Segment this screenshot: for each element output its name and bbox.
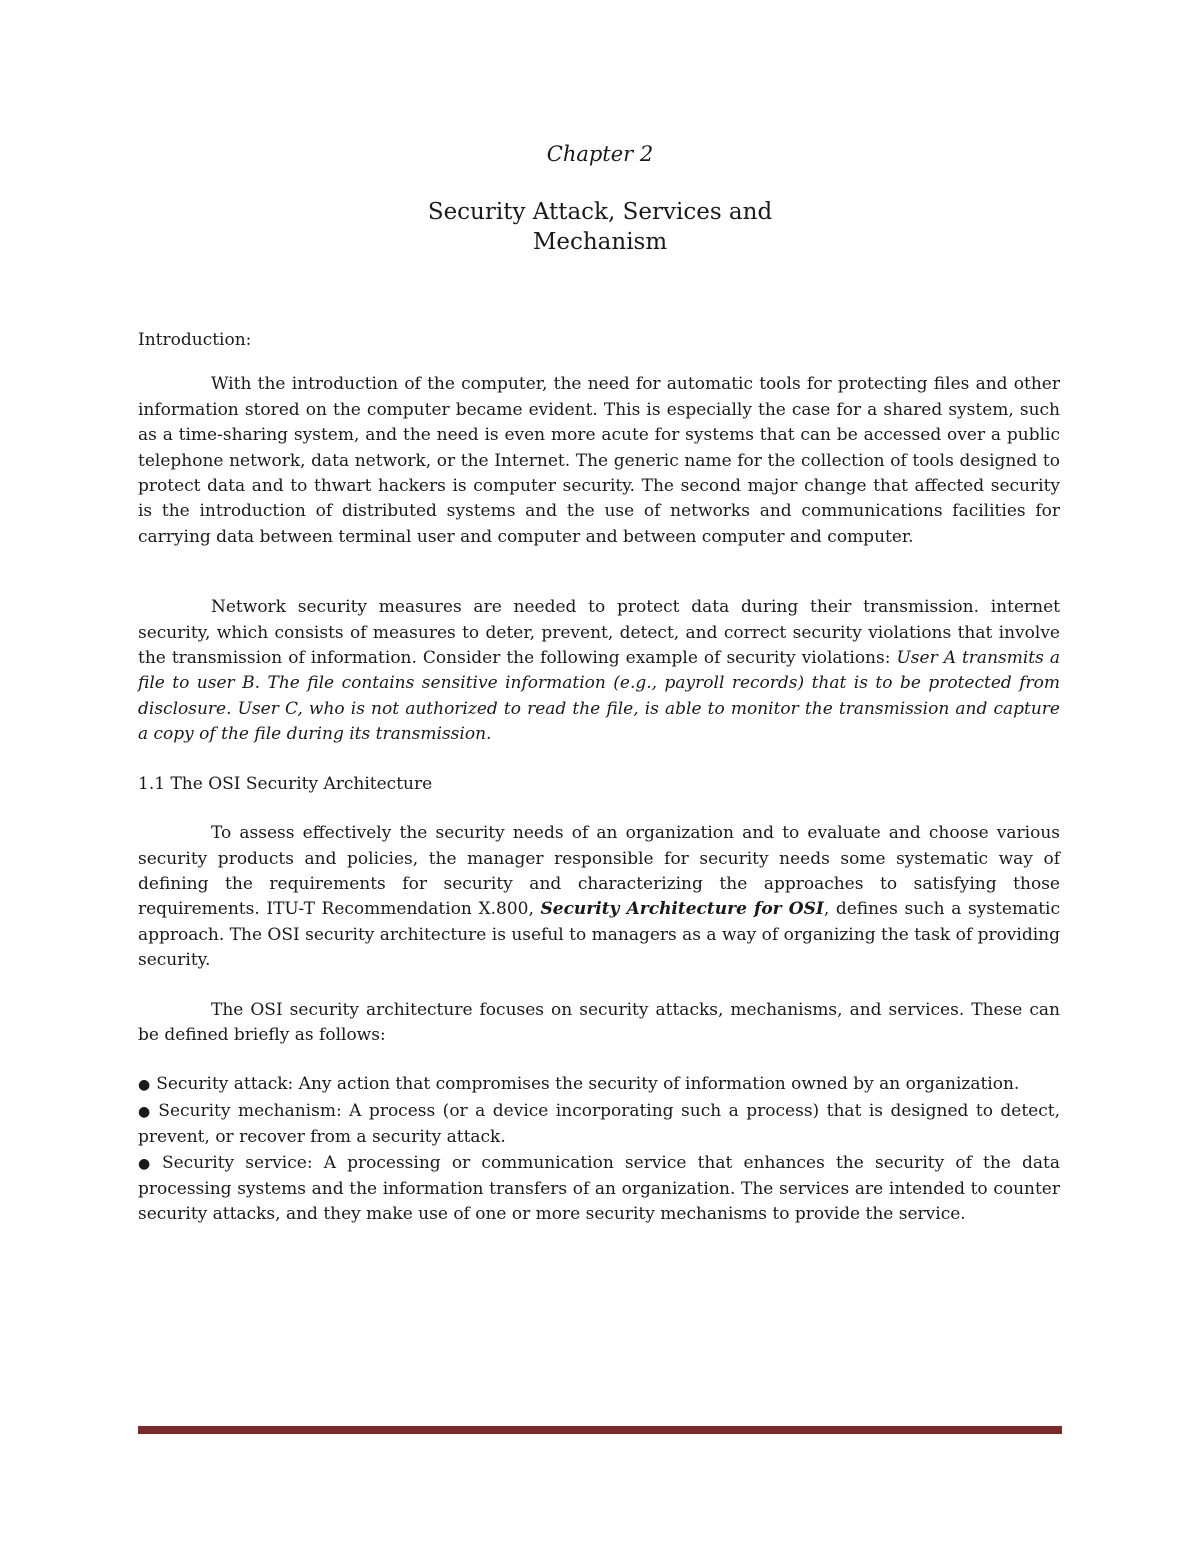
chapter-title xyxy=(0,197,1200,257)
introduction-paragraph-2 xyxy=(138,595,1060,747)
spacer xyxy=(138,1048,1060,1072)
bullet-icon: ● xyxy=(138,1077,151,1094)
spacer xyxy=(138,797,1060,821)
osi-definitions-list xyxy=(138,1072,1060,1227)
osi-standard-title: Security Architecture for OSI xyxy=(540,899,824,920)
spacer xyxy=(138,550,1060,595)
definition-text: A process (or a device incorporating such a process) that is designed to detect, prevent, or recover from a security attack. xyxy=(138,1100,1061,1148)
bullet-icon: ● xyxy=(138,1155,156,1172)
spacer xyxy=(138,748,1060,772)
osi-paragraph-2: The OSI security architecture focuses on security attacks, mechanisms, and services. These can be defined briefly as follows: xyxy=(138,999,1060,1045)
introduction-paragraph-1: With the introduction of the computer, the need for automatic tools for protecting files and other information stored on the computer became evident. This is especially the case for a shared system, such as a time-sharing system, and the need is even more acute for systems that can be accessed over a public telephone network, data network, or the Internet. The generic name for the collection of tools designed to protect data and to thwart hackers is computer security. The second major change that affected security is the introduction of distributed systems and the use of networks and communications facilities for carrying data between terminal user and computer and between computer and computer. xyxy=(138,374,1060,547)
paragraph-2-lead: Network security measures are needed to protect data during their transmission. internet security, which consists of measures to deter, prevent, detect, and correct security violations that involve the transmission of information. Consider the following example of security violations: xyxy=(138,597,1060,669)
footer-rule xyxy=(138,1426,1062,1434)
osi-paragraph-1 xyxy=(138,821,1060,973)
definition-term: Security service: xyxy=(161,1152,313,1173)
bullet-icon: ● xyxy=(138,1103,153,1120)
osi-paragraph-1-part-2: , defines such a systematic approach. The OSI security architecture is useful to managers as a way of organizing the task of providing security. xyxy=(138,899,1060,971)
chapter-label: Chapter 2 xyxy=(546,142,654,166)
document-body xyxy=(138,328,1060,1228)
definition-text: Any action that compromises the security of information owned by an organization. xyxy=(293,1074,1020,1095)
security-violation-example: User A transmits a file to user B. The file contains sensitive information (e.g., payroll records) that is to be protected from disclosure. User C, who is not authorized to read the file, is able to monitor the transmission and capture a copy of the file during its transmission. xyxy=(138,648,1060,745)
introduction-heading: Introduction: xyxy=(138,330,252,350)
spacer xyxy=(138,353,1060,372)
chapter-title-line-1: Security Attack, Services and xyxy=(427,199,773,225)
list-item-security-attack xyxy=(138,1072,1060,1098)
definition-term: Security attack: xyxy=(156,1074,294,1095)
list-item-security-mechanism xyxy=(138,1099,1060,1151)
spacer xyxy=(138,974,1060,998)
definition-term: Security mechanism: xyxy=(158,1100,342,1121)
osi-section-heading: 1.1 The OSI Security Architecture xyxy=(138,773,433,794)
chapter-title-line-2: Mechanism xyxy=(532,229,668,255)
osi-paragraph-1-part-1: To assess effectively the security needs of an organization and to evaluate and choose various security products and policies, the manager responsible for security needs some systematic way of defining the requirements for security and characterizing the approaches to satisfying those requirements. ITU-T Recommendation X.800, xyxy=(138,823,1060,920)
list-item-security-service xyxy=(138,1151,1060,1228)
definition-text: A processing or communication service that enhances the security of the data processing systems and the information transfers of an organization. The services are intended to counter security attacks, and they make use of one or more security mechanisms to provide the service. xyxy=(138,1152,1061,1225)
